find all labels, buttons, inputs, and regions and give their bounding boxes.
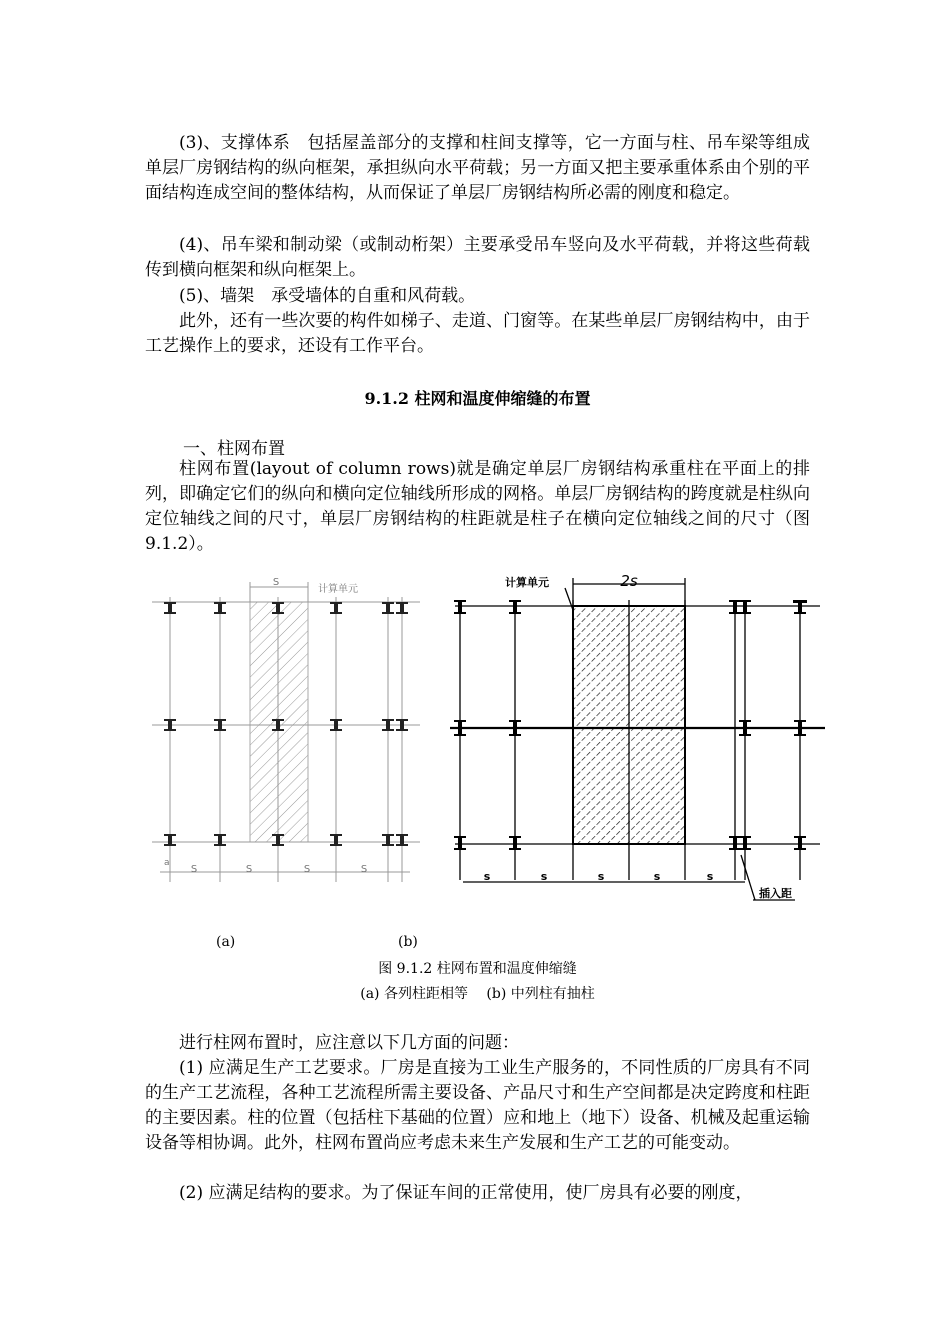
paragraph-structural-requirements: (2) 应满足结构的要求。为了保证车间的正常使用，使厂房具有必要的刚度，: [179, 1183, 753, 1203]
paragraph-bracing-system: (3)、支撑体系 包括屋盖部分的支撑和柱间支撑等，它一方面与柱、吊车梁等组成单层厂房钢结构的纵向框架，承担纵向水平荷载；另一方面又把主要承重体系由个别的平面结构连成空间的整体结构，从而保证了单层厂房钢结构所必需的刚度和稳定。: [145, 133, 810, 203]
paragraph-layout-considerations: 进行柱网布置时，应注意以下几方面的问题：: [179, 1033, 519, 1053]
subheading-column-grid: 一、柱网布置: [183, 439, 285, 459]
paragraph-crane-beam: (4)、吊车梁和制动梁（或制动桁架）主要承受吊车竖向及水平荷载，并将这些荷载传到横向框架和纵向框架上。: [145, 235, 810, 280]
bottom-dimension-1: S: [190, 864, 198, 875]
figure-a-label: (a): [216, 934, 236, 950]
bottom-dimension-4: s: [653, 870, 661, 883]
top-dimension-label: 2s: [620, 572, 638, 590]
figure-b-label: (b): [398, 934, 418, 950]
top-dimension-label: S: [272, 577, 280, 588]
paragraph-production-requirements: (1) 应满足生产工艺要求。厂房是直接为工业生产服务的，不同性质的厂房具有不同的生产工艺流程，各种工艺流程所需主要设备、产品尺寸和生产空间都是决定跨度和柱距的主要因素。柱的位置（包括柱下基础的位置）应和地上（地下）设备、机械及起重运输设备等相协调。此外，柱网布置尚应考虑未来生产发展和生产工艺的可能变动。: [145, 1058, 810, 1153]
section-heading: 9.1.2 柱网和温度伸缩缝的布置: [364, 389, 591, 408]
paragraph-secondary-members: 此外，还有一些次要的构件如梯子、走道、门窗等。在某些单层厂房钢结构中，由于工艺操作上的要求，还设有工作平台。: [145, 311, 810, 356]
bottom-dimension-5: s: [706, 870, 714, 883]
figure-subcaption: (a) 各列柱距相等 (b) 中列柱有抽柱: [360, 986, 595, 1002]
figure-caption: 图 9.1.2 柱网布置和温度伸缩缝: [378, 961, 577, 977]
figure-b-column-grid: [445, 570, 830, 910]
paragraph-wall-frame: (5)、墙架 承受墙体的自重和风荷载。: [179, 286, 476, 306]
bottom-dimension-3: s: [597, 870, 605, 883]
figure-a-column-grid: [140, 572, 430, 892]
bottom-dimension-1: s: [483, 870, 491, 883]
bottom-dimension-2: S: [245, 864, 253, 875]
bottom-dimension-3: S: [303, 864, 311, 875]
unit-label: 计算单元: [318, 584, 358, 595]
bottom-dimension-2: s: [540, 870, 548, 883]
paragraph-column-grid-intro: 柱网布置(layout of column rows)就是确定单层厂房钢结构承重柱在平面上的排列，即确定它们的纵向和横向定位轴线所形成的网格。单层厂房钢结构的跨度就是柱纵向定位轴线之间的尺寸，单层厂房钢结构的柱距就是柱子在横向定位轴线之间的尺寸（图9.1.2）。: [145, 459, 810, 554]
expansion-joint-label: 插入距: [759, 887, 792, 900]
unit-label: 计算单元: [505, 576, 549, 589]
small-dimension-label: a: [164, 858, 170, 868]
bottom-dimension-4: S: [360, 864, 368, 875]
